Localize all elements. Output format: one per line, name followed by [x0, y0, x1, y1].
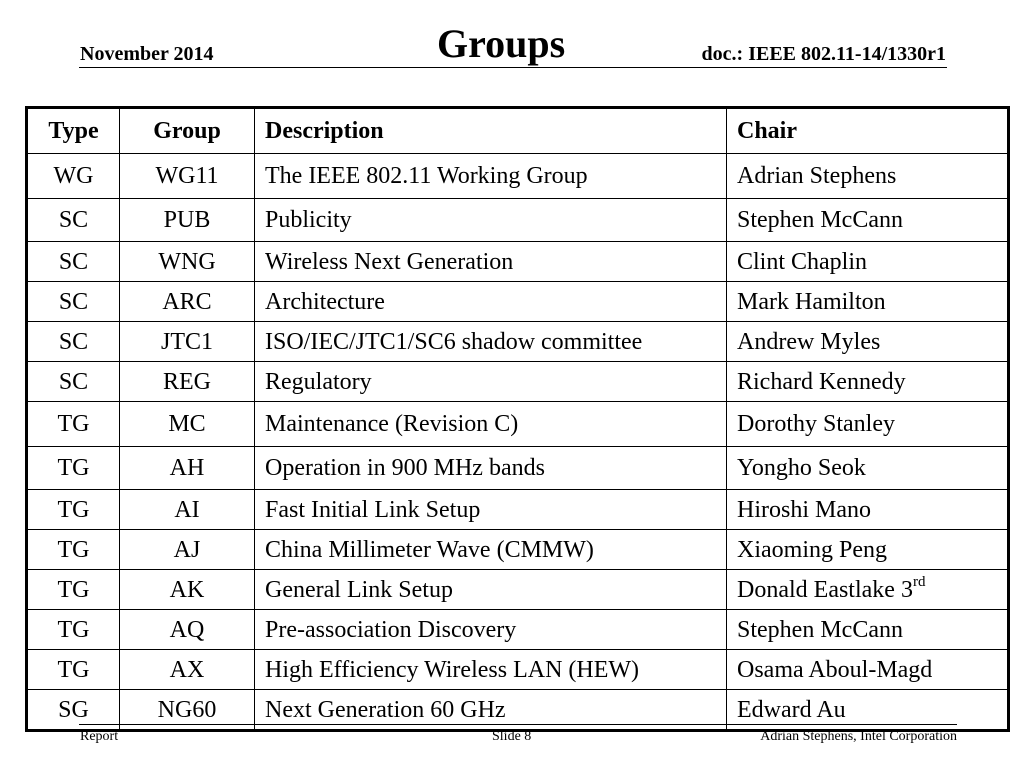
cell-type: TG [27, 490, 120, 530]
slide-number: Slide 8 [492, 729, 532, 744]
column-header-group: Group [120, 108, 255, 154]
cell-chair: Stephen McCann [727, 610, 1009, 650]
column-header-type: Type [27, 108, 120, 154]
cell-group: AJ [120, 530, 255, 570]
cell-group: PUB [120, 199, 255, 242]
footer-author: Adrian Stephens, Intel Corporation [760, 729, 957, 744]
footer-report-label: Report [80, 729, 119, 744]
column-header-description: Description [255, 108, 727, 154]
table-row [27, 570, 1009, 610]
cell-group: AI [120, 490, 255, 530]
cell-type: TG [27, 447, 120, 490]
footer-divider [79, 724, 957, 725]
cell-group: WG11 [120, 154, 255, 199]
header-divider [79, 67, 947, 68]
table-row [27, 402, 1009, 447]
cell-chair: Andrew Myles [727, 322, 1009, 362]
cell-type: TG [27, 402, 120, 447]
cell-type: SC [27, 199, 120, 242]
cell-type: TG [27, 650, 120, 690]
table-header-row [27, 108, 1009, 154]
table-row [27, 322, 1009, 362]
cell-description: Wireless Next Generation [255, 242, 727, 282]
cell-group: NG60 [120, 690, 255, 731]
table-row [27, 242, 1009, 282]
cell-type: SC [27, 322, 120, 362]
cell-chair [727, 570, 1009, 610]
cell-chair: Adrian Stephens [727, 154, 1009, 199]
cell-type: TG [27, 570, 120, 610]
cell-type: TG [27, 530, 120, 570]
cell-chair: Xiaoming Peng [727, 530, 1009, 570]
cell-chair: Mark Hamilton [727, 282, 1009, 322]
cell-description: Regulatory [255, 362, 727, 402]
table-row [27, 282, 1009, 322]
cell-chair-text: Donald Eastlake 3 [737, 576, 913, 603]
cell-description: ISO/IEC/JTC1/SC6 shadow committee [255, 322, 727, 362]
cell-chair: Osama Aboul-Magd [727, 650, 1009, 690]
cell-chair: Edward Au [727, 690, 1009, 731]
table-row [27, 154, 1009, 199]
cell-description: High Efficiency Wireless LAN (HEW) [255, 650, 727, 690]
ordinal-suffix: rd [912, 573, 926, 590]
cell-group: AK [120, 570, 255, 610]
cell-chair: Dorothy Stanley [727, 402, 1009, 447]
cell-description: Next Generation 60 GHz [255, 690, 727, 731]
cell-description: Pre-association Discovery [255, 610, 727, 650]
cell-type: WG [27, 154, 120, 199]
cell-type: SC [27, 282, 120, 322]
cell-description: Fast Initial Link Setup [255, 490, 727, 530]
cell-group: WNG [120, 242, 255, 282]
table-row [27, 362, 1009, 402]
cell-type: TG [27, 610, 120, 650]
table-row [27, 650, 1009, 690]
table-row [27, 530, 1009, 570]
table-row [27, 490, 1009, 530]
header-date: November 2014 [80, 43, 214, 65]
cell-group: AX [120, 650, 255, 690]
cell-description: General Link Setup [255, 570, 727, 610]
cell-chair: Clint Chaplin [727, 242, 1009, 282]
cell-description: The IEEE 802.11 Working Group [255, 154, 727, 199]
table-row [27, 447, 1009, 490]
cell-group: AH [120, 447, 255, 490]
groups-table [25, 106, 1010, 732]
cell-description: Publicity [255, 199, 727, 242]
cell-group: ARC [120, 282, 255, 322]
table-row [27, 610, 1009, 650]
column-header-chair: Chair [727, 108, 1009, 154]
cell-group: MC [120, 402, 255, 447]
cell-group: JTC1 [120, 322, 255, 362]
table-row [27, 199, 1009, 242]
cell-type: SC [27, 362, 120, 402]
cell-chair: Yongho Seok [727, 447, 1009, 490]
document-id: doc.: IEEE 802.11-14/1330r1 [701, 43, 946, 65]
cell-description: Architecture [255, 282, 727, 322]
cell-description: China Millimeter Wave (CMMW) [255, 530, 727, 570]
cell-chair: Hiroshi Mano [727, 490, 1009, 530]
cell-type: SC [27, 242, 120, 282]
slide-title: Groups [437, 21, 566, 66]
cell-chair: Stephen McCann [727, 199, 1009, 242]
cell-type: SG [27, 690, 120, 731]
cell-chair: Richard Kennedy [727, 362, 1009, 402]
cell-group: AQ [120, 610, 255, 650]
cell-description: Operation in 900 MHz bands [255, 447, 727, 490]
cell-group: REG [120, 362, 255, 402]
cell-description: Maintenance (Revision C) [255, 402, 727, 447]
